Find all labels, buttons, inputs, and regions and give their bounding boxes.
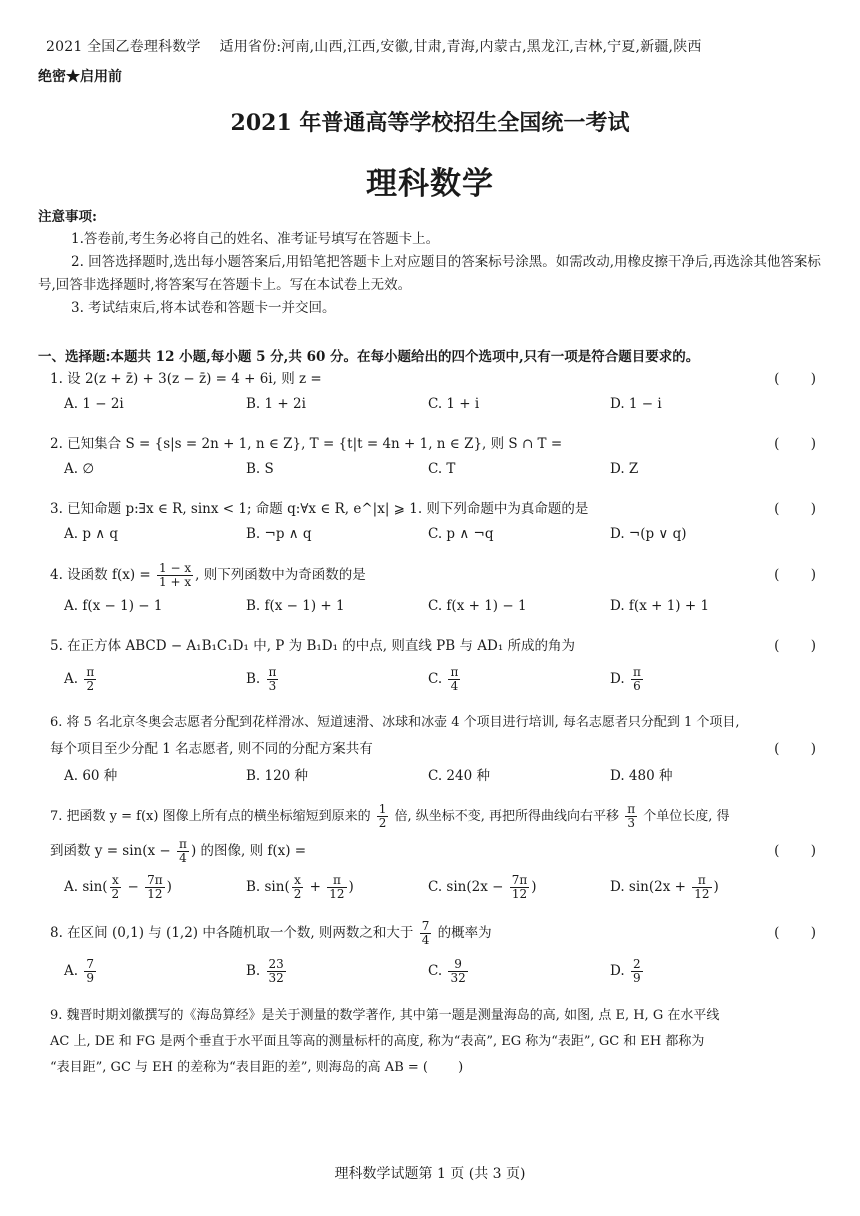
confidential-mark: 绝密★启用前: [38, 69, 122, 85]
notice-item: 2. 回答选择题时,选出每小题答案后,用铅笔把答题卡上对应题目的答案标号涂黑。如需改动,用橡皮擦干净后,再选涂其他答案标号,回答非选择题时,将答案写在答题卡上。写在本试卷上无效。: [38, 254, 821, 293]
question-stem: AC 上, DE 和 FG 是两个垂直于水平面且等高的测量标杆的高度, 称为“表高”, EG 称为“表距”, GC 和 EH 都称为: [50, 1034, 705, 1049]
option-a: A. ∅: [64, 461, 95, 477]
option-text: ): [348, 879, 354, 895]
denominator: 32: [450, 971, 466, 985]
question-4: [50, 562, 822, 589]
notice-item: 1.答卷前,考生务必将自己的姓名、准考证号填写在答题卡上。: [71, 231, 440, 247]
question-7: [50, 800, 822, 868]
option-d: [610, 874, 719, 901]
option-a: A. 60 种: [64, 768, 118, 784]
fraction: [84, 958, 96, 985]
numerator: π: [179, 837, 187, 851]
option-c: [428, 958, 470, 985]
question-stem: [50, 562, 822, 589]
denominator: 12: [147, 887, 163, 901]
numerator: 1 − x: [159, 561, 192, 575]
option-c: [428, 874, 537, 901]
denominator: 2: [86, 679, 95, 693]
question-8-options: [64, 958, 804, 988]
fraction: [84, 666, 96, 693]
fraction: [631, 666, 643, 693]
option-b: [246, 874, 354, 901]
question-5-options: [64, 666, 804, 692]
option-d: D. 1 − i: [610, 396, 662, 412]
fraction: [692, 874, 711, 901]
numerator: 7: [86, 957, 94, 971]
option-text: A. sin(: [64, 879, 108, 895]
stem-text: 的概率为: [437, 925, 492, 941]
option-b: B. S: [246, 461, 274, 477]
option-text: D. sin(2x +: [610, 879, 691, 895]
stem-text: 8. 在区间 (0,1) 与 (1,2) 中各随机取一个数, 则两数之和大于: [50, 925, 414, 941]
option-c: C. f(x + 1) − 1: [428, 598, 527, 614]
question-stem: [50, 800, 822, 834]
option-label: B.: [246, 963, 261, 979]
question-8: [50, 920, 822, 947]
denominator: 2: [293, 887, 302, 901]
question-3-options: [64, 526, 804, 552]
question-stem-line2: [50, 834, 822, 868]
option-a: A. f(x − 1) − 1: [64, 598, 163, 614]
numerator: π: [450, 665, 459, 679]
option-d: [610, 666, 645, 693]
numerator: 1: [378, 802, 387, 816]
question-stem: 3. 已知命题 p:∃x ∈ R, sinx < 1; 命题 q:∀x ∈ R, e^|x| ⩾ 1. 则下列命题中为真命题的是: [50, 501, 589, 517]
question-stem: 9. 魏晋时期刘徽撰写的《海岛算经》是关于测量的数学著作, 其中第一题是测量海岛的高, 如图, 点 E, H, G 在水平线: [50, 1008, 720, 1023]
option-c: C. p ∧ ¬q: [428, 526, 494, 542]
stem-text: 4. 设函数 f(x) =: [50, 567, 151, 583]
option-label: A.: [64, 963, 79, 979]
denominator: 9: [632, 971, 641, 985]
numerator: 23: [268, 957, 284, 971]
fraction: [420, 920, 432, 947]
fraction: [448, 666, 460, 693]
option-a: [64, 666, 98, 693]
option-b: B. f(x − 1) + 1: [246, 598, 345, 614]
numerator: 7: [421, 919, 430, 933]
fraction: [377, 803, 389, 830]
option-label: C.: [428, 963, 443, 979]
denominator: 12: [329, 887, 345, 901]
subject-title: 理科数学: [366, 166, 494, 202]
denominator: 2: [378, 816, 387, 830]
stem-text: 个单位长度, 得: [643, 809, 730, 824]
stem-text: 到函数 y = sin(x −: [50, 843, 171, 859]
notice-heading: 注意事项:: [38, 209, 97, 225]
option-text: ): [713, 879, 719, 895]
denominator: 32: [268, 971, 284, 985]
numerator: 9: [448, 958, 467, 972]
option-b: B. 120 种: [246, 768, 309, 784]
option-a: A. p ∧ q: [64, 526, 119, 542]
numerator: π: [692, 874, 711, 888]
denominator: 3: [268, 679, 277, 693]
option-a: [64, 874, 172, 901]
numerator: 7π: [147, 873, 163, 887]
denominator: 4: [421, 933, 430, 947]
option-d: [610, 958, 645, 985]
answer-bracket: ( ): [774, 371, 816, 387]
option-d: D. 480 种: [610, 768, 673, 784]
numerator: π: [268, 665, 277, 679]
option-label: A.: [64, 671, 79, 687]
option-text: ): [166, 879, 172, 895]
answer-bracket: ( ): [774, 501, 816, 517]
notice-list: [38, 228, 822, 320]
question-stem: 1. 设 2(z + z̄) + 3(z − z̄) = 4 + 6i, 则 z =: [50, 371, 322, 387]
numerator: 7π: [511, 873, 528, 887]
numerator: 2: [632, 957, 641, 971]
fraction: [292, 874, 304, 901]
fraction: [631, 958, 643, 985]
notice-item: 3. 考试结束后,将本试卷和答题卡一并交回。: [71, 300, 336, 316]
question-1-options: [64, 396, 804, 422]
fraction: [177, 838, 189, 865]
question-stem: [50, 920, 822, 947]
numerator: x: [110, 874, 122, 888]
option-a: [64, 958, 98, 985]
stem-text: 倍, 纵坐标不变, 再把所得曲线向右平移: [394, 809, 620, 824]
exam-info-line: 2021 全国乙卷理科数学 适用省份:河南,山西,江西,安徽,甘肃,青海,内蒙古,黑龙江,吉林,宁夏,新疆,陕西: [46, 39, 702, 55]
question-1: [50, 366, 822, 392]
fraction: [510, 874, 530, 901]
denominator: 6: [633, 679, 641, 693]
denominator: 12: [694, 887, 710, 901]
option-c: C. 240 种: [428, 768, 490, 784]
denominator: 2: [111, 887, 120, 901]
option-text: B. sin(: [246, 879, 290, 895]
question-stem: 5. 在正方体 ABCD − A₁B₁C₁D₁ 中, P 为 B₁D₁ 的中点, 则直线 PB 与 AD₁ 所成的角为: [50, 638, 576, 654]
page-footer: 理科数学试题第 1 页 (共 3 页): [334, 1166, 526, 1182]
question-3: [50, 496, 822, 522]
question-stem-line2: [50, 736, 822, 762]
numerator: π: [627, 802, 636, 816]
question-2: [50, 431, 822, 457]
option-text: C. sin(2x −: [428, 879, 508, 895]
option-label: B.: [246, 671, 261, 687]
question-9: [50, 1003, 822, 1081]
denominator: 12: [511, 887, 528, 901]
stem-text: ) 的图像, 则 f(x) =: [190, 843, 307, 859]
option-text: +: [305, 879, 326, 895]
denominator: 9: [86, 971, 94, 985]
option-label: C.: [428, 671, 443, 687]
option-c: [428, 666, 462, 693]
option-b: [246, 958, 288, 985]
question-2-options: [64, 461, 804, 487]
stem-text: 每个项目至少分配 1 名志愿者, 则不同的分配方案共有: [50, 741, 373, 757]
fraction: [267, 666, 279, 693]
stem-text: , 则下列函数中为奇函数的是: [195, 567, 366, 583]
question-stem: 2. 已知集合 S = {s|s = 2n + 1, n ∈ Z}, T = {t|t = 4n + 1, n ∈ Z}, 则 S ∩ T =: [50, 436, 563, 452]
answer-bracket: ( ): [774, 567, 816, 583]
exam-title: 2021 年普通高等学校招生全国统一考试: [230, 110, 630, 136]
answer-bracket: ( ): [774, 925, 816, 941]
answer-bracket: ( ): [774, 741, 816, 757]
section-heading: 一、选择题:本题共 12 小题,每小题 5 分,共 60 分。在每小题给出的四个选项中,只有一项是符合题目要求的。: [38, 349, 700, 365]
fraction: [157, 562, 193, 589]
fraction: [267, 958, 286, 985]
numerator: π: [632, 665, 641, 679]
option-b: B. 1 + 2i: [246, 396, 306, 412]
answer-bracket: ( ): [774, 638, 816, 654]
numerator: π: [327, 874, 346, 888]
denominator: 1 + x: [159, 575, 192, 589]
fraction: [625, 803, 637, 830]
option-label: D.: [610, 963, 625, 979]
answer-bracket: ( ): [774, 436, 816, 452]
numerator: x: [292, 874, 304, 888]
question-stem: 6. 将 5 名北京冬奥会志愿者分配到花样滑冰、短道速滑、冰球和冰壶 4 个项目进行培训, 每名志愿者只分配到 1 个项目,: [50, 715, 740, 730]
option-b: B. ¬p ∧ q: [246, 526, 312, 542]
option-d: D. ¬(p ∨ q): [610, 526, 687, 542]
option-b: [246, 666, 280, 693]
question-7-options: [64, 874, 804, 904]
option-label: D.: [610, 671, 625, 687]
question-6: [50, 710, 822, 762]
numerator: π: [86, 665, 95, 679]
question-5: [50, 633, 822, 659]
question-4-options: [64, 598, 804, 624]
stem-text: 7. 把函数 y = f(x) 图像上所有点的横坐标缩短到原来的: [50, 809, 371, 824]
denominator: 4: [179, 851, 187, 865]
fraction: [110, 874, 122, 901]
option-a: A. 1 − 2i: [64, 396, 124, 412]
denominator: 3: [627, 816, 635, 830]
fraction: [448, 958, 467, 985]
option-d: D. f(x + 1) + 1: [610, 598, 710, 614]
option-d: D. Z: [610, 461, 639, 477]
option-c: C. T: [428, 461, 456, 477]
option-text: −: [123, 879, 144, 895]
denominator: 4: [450, 679, 459, 693]
answer-bracket: ( ): [774, 843, 816, 859]
fraction: [327, 874, 346, 901]
fraction: [145, 874, 165, 901]
question-stem: “表目距”, GC 与 EH 的差称为“表目距的差”, 则海岛的高 AB = ( ): [50, 1060, 464, 1075]
option-text: ): [531, 879, 537, 895]
option-c: C. 1 + i: [428, 396, 480, 412]
question-6-options: [64, 764, 804, 790]
